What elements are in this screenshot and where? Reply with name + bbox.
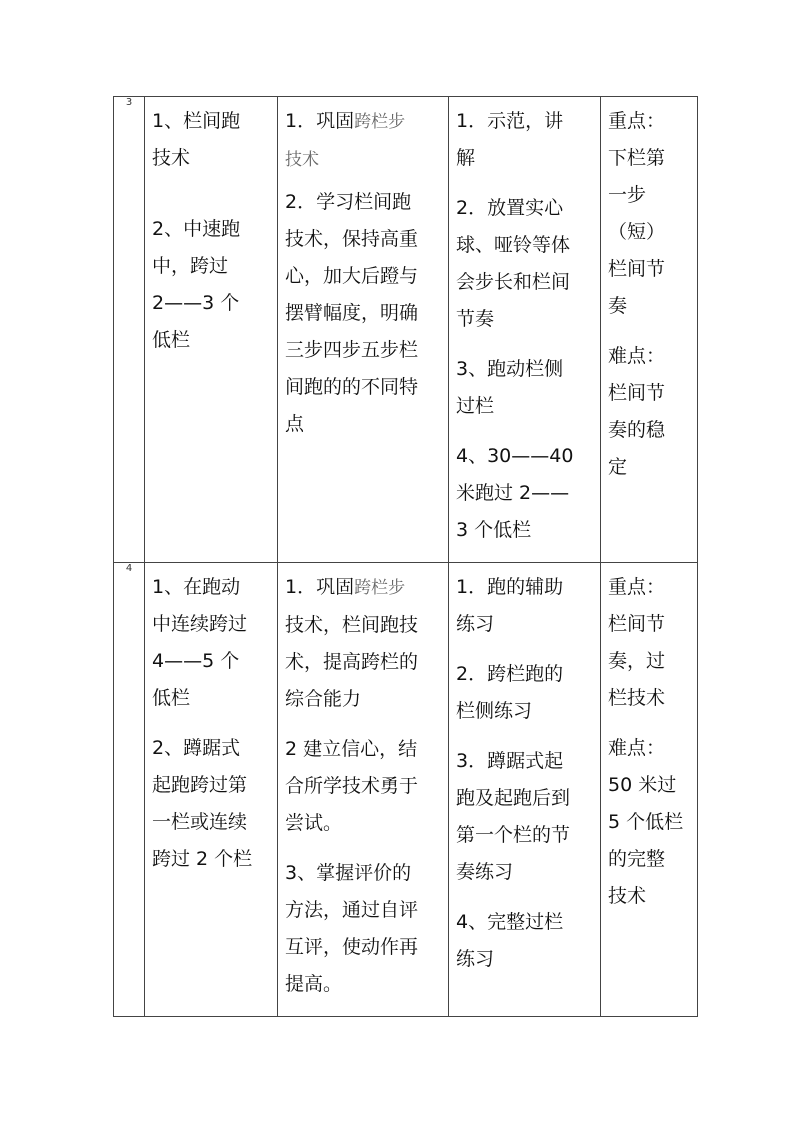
objective-text-light: 跨栏步 [354,578,406,598]
method-item: 4、完整过栏 练习 [456,911,564,970]
objective-item [285,103,442,179]
content-item: 1、在跑动 中连续跨过 4——5 个 低栏 [152,576,248,709]
difficulty-item: 难点： 50 米过 5 个低栏 的完整 技术 [608,737,684,907]
lesson-plan-table [113,96,698,1017]
table-row [114,97,698,563]
content-item: 2、蹲踞式 起跑跨过第 一栏或连续 跨过 2 个栏 [152,737,253,870]
objectives-cell [278,97,449,563]
objectives-cell [278,563,449,1017]
table-row [114,563,698,1017]
lesson-number: 3 [114,97,145,563]
method-item: 1．跑的辅助 练习 [456,576,564,635]
objective-text-light: 跨栏步 技术 [285,112,406,170]
method-item: 1．示范，讲 解 [456,110,564,169]
objective-item [285,569,442,718]
objective-text: 1．巩固 [285,110,355,132]
difficulty-item: 难点： 栏间节 奏的稳 定 [608,345,666,478]
content-cell [145,97,278,563]
objective-item: 2．学习栏间跑 技术，保持高重 心，加大后蹬与 摆臂幅度，明确 三步四步五步栏 间跑的的不同特 点 [285,191,419,435]
objective-item: 2 建立信心，结 合所学技术勇于 尝试。 [285,738,419,834]
objective-text: 技术，栏间跑技 术，提高跨栏的 综合能力 [285,614,419,710]
content-item: 2、中速跑 中，跨过 2——3 个 低栏 [152,218,241,351]
methods-cell [449,563,601,1017]
method-item: 2．放置实心 球、哑铃等体 会步长和栏间 节奏 [456,197,571,330]
keypoints-cell [601,97,698,563]
keypoints-cell [601,563,698,1017]
method-item: 2．跨栏跑的 栏侧练习 [456,663,564,722]
method-item: 3、跑动栏侧 过栏 [456,358,564,417]
lesson-number: 4 [114,563,145,1017]
objective-text: 1．巩固 [285,576,355,598]
keypoint-item: 重点： 下栏第 一步 （短） 栏间节 奏 [608,110,666,317]
objective-item: 3、掌握评价的 方法，通过自评 互评，使动作再 提高。 [285,862,419,995]
methods-cell [449,97,601,563]
content-cell [145,563,278,1017]
keypoint-item: 重点： 栏间节 奏，过 栏技术 [608,576,666,709]
method-item: 4、30——40 米跑过 2—— 3 个低栏 [456,445,574,541]
method-item: 3．蹲踞式起 跑及起跑后到 第一个栏的节 奏练习 [456,750,571,883]
content-item: 1、栏间跑 技术 [152,110,241,169]
